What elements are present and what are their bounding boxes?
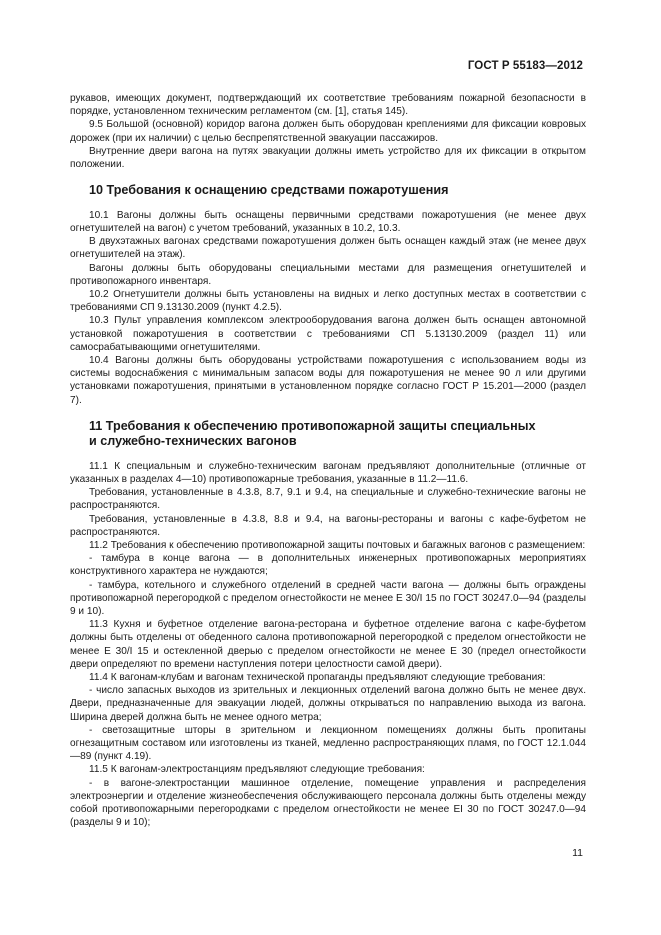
paragraph: - число запасных выходов из зрительных и лекционных отделений вагона должно быть не менее двух. Двери, предназначенные для эвакуации людей, должны открываться по направлению выхода из вагона. Ширина дверей должна быть не менее одного метра; [70, 685, 586, 723]
paragraph: Вагоны должны быть оборудованы специальными местами для размещения огнетушителей и противопожарного инвентаря. [70, 262, 586, 287]
paragraph: 11.5 К вагонам-электростанциям предъявляют следующие требования: [89, 764, 425, 776]
paragraph: 11.3 Кухня и буфетное отделение вагона-ресторана и буфетное отделение вагона с кафе-буфетом должны быть отделены от обеденного салона противопожарной перегородкой с пределом огнестойкости не менее Е 30/I 15 и остекленной дверью с пределом огнестойкости не менее Е 30 (предел огнестойкости двери определяют по времени наступления потери целостности самой двери). [70, 619, 586, 670]
paragraph: - светозащитные шторы в зрительном и лекционном помещениях должны быть пропитаны огнезащитным составом или изготовлены из тканей, медленно распространяющих пламя, по ГОСТ 12.1.044—89 (пункт 4.19). [70, 724, 586, 763]
paragraph: 11.2 Требования к обеспечению противопожарной защиты почтовых и багажных вагонов с размещением: [89, 539, 586, 551]
paragraph: - тамбура, котельного и служебного отделений в средней части вагона — должны быть ограждены противопожарной перегородкой с пределом огнестойкости не менее Е 30/I 15 по ГОСТ 30247.0—94 (разделы 9 и 10). [70, 579, 586, 617]
paragraph: 9.5 Большой (основной) коридор вагона должен быть оборудован креплениями для фиксации ковровых дорожек (при их наличии) с целью беспрепятственной эвакуации пассажиров. [70, 119, 586, 144]
section-heading-line: 10 Требования к оснащению средствами пожаротушения [89, 183, 449, 198]
paragraph: Требования, установленные в 4.3.8, 8.8 и 9.4, на вагоны-рестораны и вагоны с кафе-буфетом не распространяются. [70, 513, 586, 538]
page-number: 11 [572, 847, 583, 859]
section-heading [70, 419, 586, 450]
section-heading [70, 183, 586, 199]
paragraph: Внутренние двери вагона на путях эвакуации должны иметь устройство для их фиксации в открытом положении. [70, 145, 586, 171]
paragraph: 10.1 Вагоны должны быть оснащены первичными средствами пожаротушения (не менее двух огнетушителей на вагон) с учетом требований, указанных в 10.2, 10.3. [70, 209, 586, 234]
section-heading-line: и служебно-технических вагонов [89, 434, 297, 449]
page-header-standard-code: ГОСТ Р 55183—2012 [467, 60, 583, 72]
paragraph: 11.4 К вагонам-клубам и вагонам технической пропаганды предъявляют следующие требования: [89, 672, 546, 684]
paragraph: - в вагоне-электростанции машинное отделение, помещение управления и распределения электроэнергии и отделение жизнеобеспечения обслуживающего персонала должны быть отделены между собой противопожарными перегородками с пределом огнестойкости не менее EI 30 по ГОСТ 30247.0—94 (разделы 9 и 10); [70, 777, 586, 829]
section-heading-line: 11 Требования к обеспечению противопожарной защиты специальных [89, 418, 536, 433]
paragraph: Требования, установленные в 4.3.8, 8.7, 9.1 и 9.4, на специальные и служебно-технические вагоны не распространяются. [70, 487, 586, 512]
paragraph: 10.4 Вагоны должны быть оборудованы устройствами пожаротушения с использованием воды из системы водоснабжения с минимальным запасом воды для пожаротушения не менее 90 л или другими установками пожаротушения, принятыми в установленном порядке согласно ГОСТ Р 15.201—2000 (раздел 7). [70, 354, 586, 406]
paragraph: 10.3 Пульт управления комплексом электрооборудования вагона должен быть оснащен автономной установкой пожаротушения в соответствии с требованиями СП 5.13130.2009 (раздел 11) или самосрабатывающими огнетушителями. [70, 315, 586, 353]
paragraph: 10.2 Огнетушители должны быть установлены на видных и легко доступных местах в соответствии с требованиями СП 9.13130.2009 (пункт 4.2.5). [70, 288, 586, 314]
document-body [70, 92, 586, 829]
paragraph: рукавов, имеющих документ, подтверждающий их соответствие требованиям пожарной безопасности в порядке, установленном техническим регламентом (см. [1], статья 145). [70, 93, 586, 118]
paragraph: 11.1 К специальным и служебно-техническим вагонам предъявляют дополнительные (отличные от указанных в разделах 4—10) противопожарные требования, указанные в 11.2—11.6. [70, 460, 586, 485]
paragraph: В двухэтажных вагонах средствами пожаротушения должен быть оснащен каждый этаж (не менее двух огнетушителей на этаж). [70, 236, 586, 261]
paragraph: - тамбура в конце вагона — в дополнительных инженерных противопожарных мероприятиях конструктивного характера не нуждаются; [70, 553, 586, 578]
